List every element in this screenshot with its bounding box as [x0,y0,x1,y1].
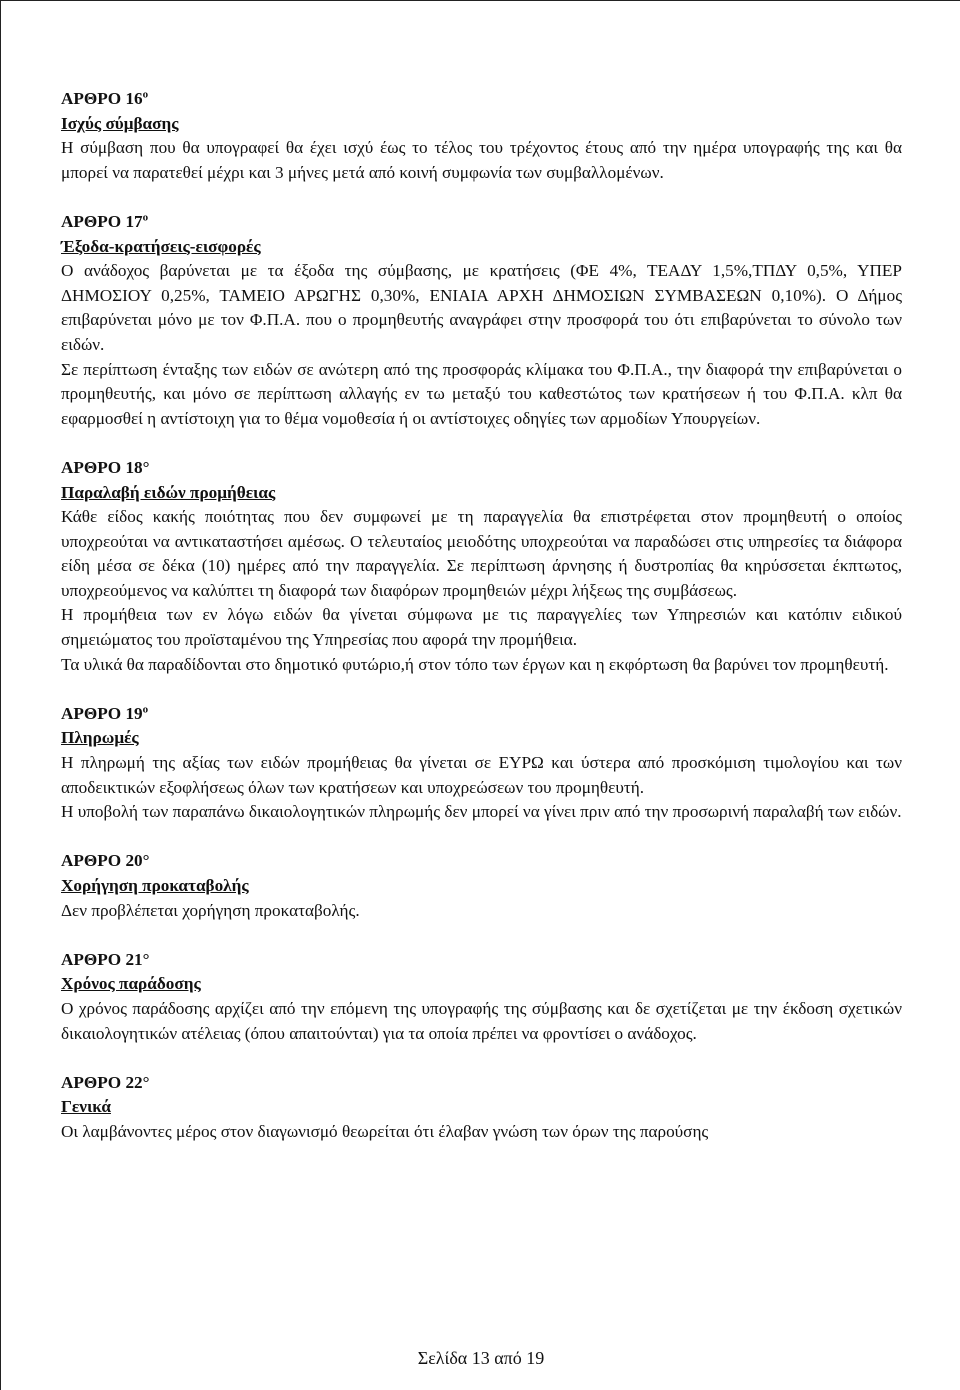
article-title [61,849,902,874]
article-paragraph: Η υποβολή των παραπάνω δικαιολογητικών πληρωμής δεν μπορεί να γίνει πριν από την προσωρινή παραλαβή των ειδών. [61,802,902,822]
article-number: ΑΡΘΡΟ 20° [61,851,150,871]
article-number: ΑΡΘΡΟ 17 [61,211,143,231]
article-section [61,210,902,431]
article-heading: Ισχύς σύμβασης [61,113,179,133]
article-paragraph: Τα υλικά θα παραδίδονται στο δημοτικό φυτώριο,ή στον τόπο των έργων και η εκφόρτωση θα βαρύνει τον προμηθευτή. [61,654,889,674]
article-number: ΑΡΘΡΟ 19 [61,703,143,723]
article-paragraph: Κάθε είδος κακής ποιότητας που δεν συμφωνεί με τη παραγγελία θα επιστρέφεται στον προμηθευτή ο οποίος υποχρεούται να αντικαταστήσει αμέσως. Ο τελευταίος μειοδότης υποχρεούται να παραδώσει στις υπηρεσίες τα διάφορα είδη μέσα σε δέκα (10) ημέρες από την παραγγελία. Σε περίπτωση άρνησης ή δυστροπίας θα κηρύσσεται έκπτωτος, υποχρεούμενος να καλύπτει τη διαφορά των διαφόρων προμηθειών μέχρι λήξεως της συμβάσεως. [61,507,902,600]
article-paragraph: Οι λαμβάνοντες μέρος στον διαγωνισμό θεωρείται ότι έλαβαν γνώση των όρων της παρούσης [61,1121,709,1141]
article-heading: Έξοδα-κρατήσεις-εισφορές [61,236,261,256]
article-section [61,456,902,677]
article-paragraph: Η σύμβαση που θα υπογραφεί θα έχει ισχύ έως το τέλος του τρέχοντος έτους από την ημέρα υπογραφής της και θα μπορεί να παρατεθεί μέχρι και 3 μήνες μετά από κοινή συμφωνία των συμβαλλομένων. [61,138,902,182]
article-section [61,1071,902,1145]
article-title [61,210,902,235]
article-title [61,948,902,973]
article-paragraph: Η προμήθεια των εν λόγω ειδών θα γίνεται σύμφωνα με τις παραγγελίες των Υπηρεσιών και κατόπιν ειδικού σημειώματος του προϊσταμένου της Υπηρεσίας που αφορά την προμήθεια. [61,605,902,650]
article-title [61,456,902,481]
article-heading: Χρόνος παράδοσης [61,974,201,994]
article-heading: Χορήγηση προκαταβολής [61,876,249,895]
article-number: ΑΡΘΡΟ 16 [61,89,143,108]
page-number: Σελίδα 13 από 19 [417,1348,545,1368]
article-heading: Γενικά [61,1097,111,1117]
document-body [61,87,902,1169]
article-paragraph: Ο ανάδοχος βαρύνεται με τα έξοδα της σύμβασης, με κρατήσεις (ΦΕ 4%, ΤΕΑΔΥ 1,5%,ΤΠΔΥ 0,5%, ΥΠΕΡ ΔΗΜΟΣΙΟΥ 0,25%, ΤΑΜΕΙΟ ΑΡΩΓΗΣ 0,30%, ΕΝΙΑΙΑ ΑΡΧΗ ΔΗΜΟΣΙΩΝ ΣΥΜΒΑΣΕΩΝ 0,10%). Ο Δήμος επιβαρύνεται μόνο με τον Φ.Π.Α. που ο προμηθευτής αναγράφει στην προσφορά του ότι επιβαρύνεται το σύνολο των ειδών. [61,261,902,354]
article-paragraph: Σε περίπτωση ένταξης των ειδών σε ανώτερη από της προσφοράς κλίμακα του Φ.Π.Α., την διαφορά την επιβαρύνεται ο προμηθευτής, και μόνο σε περίπτωση αλλαγής εν τω μεταξύ του καθεστώτος των κρατήσεων ή του Φ.Π.Α. κλπ θα εφαρμοσθεί η αντίστοιχη για το θέμα νομοθεσία ή οι αντίστοιχες οδηγίες των αρμοδίων Υπουργείων. [61,359,902,428]
article-number: ΑΡΘΡΟ 22° [61,1072,150,1092]
article-number: ΑΡΘΡΟ 21° [61,949,150,969]
article-section [61,849,902,923]
article-paragraph: Η πληρωμή της αξίας των ειδών προμήθειας θα γίνεται σε ΕΥΡΩ και ύστερα από προσκόμιση τιμολογίου και των αποδεικτικών εξοφλήσεως όλων των κρατήσεων και υποχρεώσεων του προμηθευτή. [61,753,902,797]
article-paragraph: Δεν προβλέπεται χορήγηση προκαταβολής. [61,900,360,920]
article-section [61,702,902,825]
article-ordinal-suffix: ο [142,88,149,101]
article-title [61,1071,902,1096]
article-section [61,87,902,185]
article-number: ΑΡΘΡΟ 18° [61,457,150,477]
article-title [61,702,902,727]
article-title [61,87,902,112]
article-ordinal-suffix: ο [142,211,149,224]
article-section [61,948,902,1046]
article-paragraph: Ο χρόνος παράδοσης αρχίζει από την επόμενη της υπογραφής της σύμβασης και δε σχετίζεται με την έκδοση σχετικών δικαιολογητικών ατέλειας (όπου απαιτούνται) για τα οποία πρέπει να φροντίσει ο ανάδοχος. [61,998,902,1043]
article-ordinal-suffix: ο [142,703,149,716]
article-heading: Παραλαβή ειδών προμήθειας [61,482,276,502]
article-heading: Πληρωμές [61,728,139,748]
